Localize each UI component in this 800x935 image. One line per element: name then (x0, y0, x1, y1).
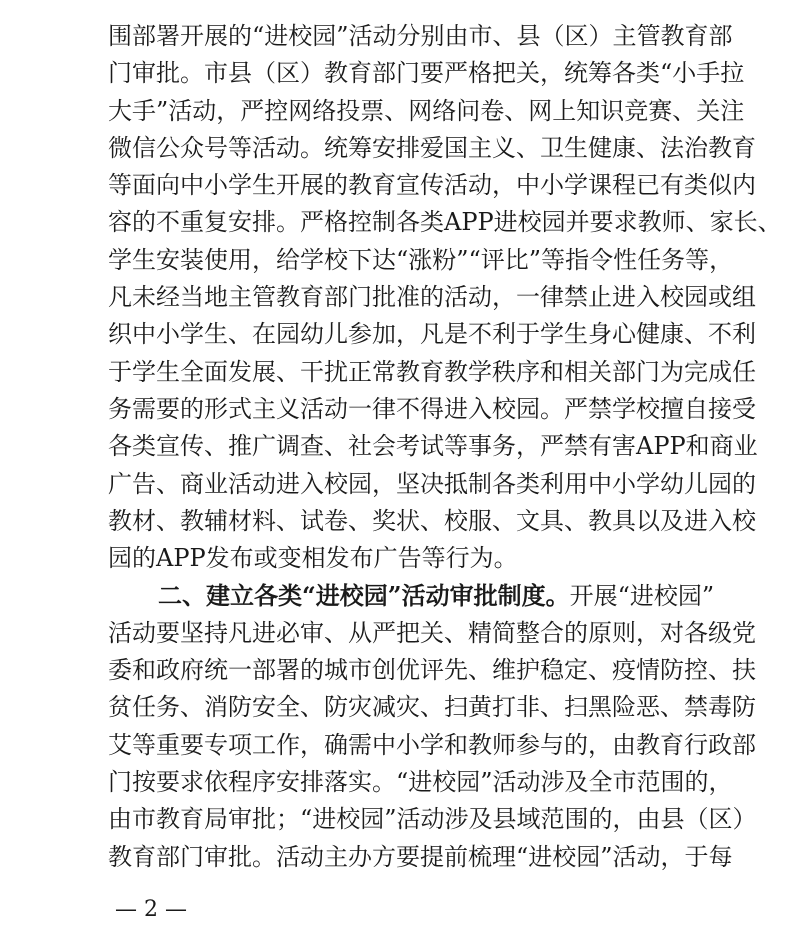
section-heading: 二、建立各类“进校园”活动审批制度。 (158, 581, 570, 611)
paragraph-1 (108, 18, 782, 577)
text-line: 教育部门审批。活动主办方要提前梳理“进校园”活动，于每 (108, 842, 733, 871)
text-line: 学生安装使用，给学校下达“涨粉”“评比”等指令性任务等， (108, 245, 734, 274)
text-line: 艾等重要专项工作，确需中小学和教师参与的，由教育行政部 (108, 730, 756, 759)
section-heading-tail: 开展“进校园” (569, 582, 715, 611)
paragraph-section-2 (108, 577, 757, 875)
text-line: 织中小学生、在园幼儿参加，凡是不利于学生身心健康、不利 (108, 320, 756, 349)
page-number: — 2 — (115, 897, 187, 922)
text-line: 活动要坚持凡进必审、从严把关、精简整合的原则，对各级党 (108, 618, 756, 647)
text-line: 务需要的形式主义活动一律不得进入校园。严禁学校擅自接受 (108, 394, 756, 423)
text-line: 门按要求依程序安排落实。“进校园”活动涉及全市范围的， (108, 767, 733, 796)
text-line: 各类宣传、推广调查、社会考试等事务，严禁有害APP和商业 (108, 432, 758, 461)
text-line: 委和政府统一部署的城市创优评先、维护稳定、疫情防控、扶 (108, 656, 756, 685)
text-line: 容的不重复安排。严格控制各类APP进校园并要求教师、家长、 (108, 208, 782, 237)
text-line: 微信公众号等活动。统筹安排爱国主义、卫生健康、法治教育 (108, 133, 756, 162)
text-line: 教材、教辅材料、试卷、奖状、校服、文具、教具以及进入校 (108, 506, 756, 535)
document-body (108, 18, 782, 876)
section-heading-line (108, 577, 715, 614)
text-line: 贫任务、消防安全、防灾减灾、扫黄打非、扫黑险恶、禁毒防 (108, 693, 756, 722)
text-line: 于学生全面发展、干扰正常教育教学秩序和相关部门为完成任 (108, 357, 756, 386)
text-line: 广告、商业活动进入校园，坚决抵制各类利用中小学幼儿园的 (108, 469, 756, 498)
text-line: 大手”活动，严控网络投票、网络问卷、网上知识竞赛、关注 (108, 96, 745, 125)
text-line: 由市教育局审批；“进校园”活动涉及县域范围的，由县（区） (108, 805, 757, 834)
text-line: 围部署开展的“进校园”活动分别由市、县（区）主管教育部 (108, 22, 733, 50)
text-line: 凡未经当地主管教育部门批准的活动，一律禁止进入校园或组 (108, 283, 756, 312)
text-line: 等面向中小学生开展的教育宣传活动，中小学课程已有类似内 (108, 171, 756, 200)
text-line: 园的APP发布或变相发布广告等行为。 (108, 544, 518, 573)
text-line: 门审批。市县（区）教育部门要严格把关，统筹各类“小手拉 (108, 59, 745, 88)
